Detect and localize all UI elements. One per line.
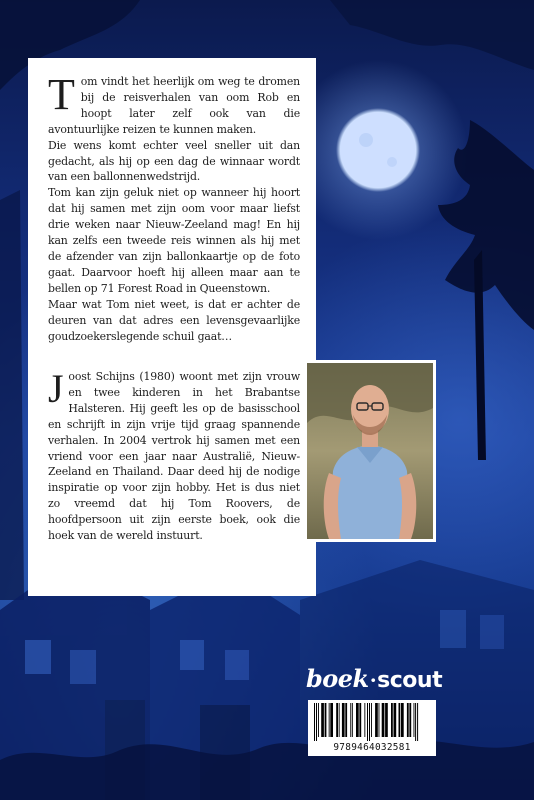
barcode-bar <box>414 703 415 737</box>
author-dropcap: J <box>48 366 64 411</box>
barcode-bar <box>342 703 345 737</box>
barcode-bar <box>329 703 330 737</box>
barcode-bar <box>371 703 372 737</box>
blurb-paragraph: Die wens komt echter veel sneller uit dan gedacht, als hij op een dag de winnaar wordt van een ballonnenwedstrijd. <box>48 138 300 184</box>
barcode-bar <box>367 703 368 741</box>
barcode-bar <box>394 703 397 737</box>
barcode-bar <box>391 703 393 737</box>
moon <box>340 112 416 188</box>
barcode-bar <box>379 703 380 737</box>
barcode-bar <box>339 703 340 737</box>
publisher-logo: boek·scout <box>306 664 443 693</box>
barcode-bar <box>382 703 385 737</box>
barcode-bar <box>350 703 351 737</box>
barcode-bar <box>415 703 416 741</box>
barcode-bar <box>330 703 333 737</box>
barcode-bar <box>407 703 409 737</box>
barcode-bar <box>401 703 404 737</box>
barcode-bar <box>318 703 319 737</box>
barcode-bar <box>321 703 324 737</box>
barcode-bar <box>375 703 378 737</box>
author-portrait <box>307 363 433 539</box>
barcode-bar <box>364 703 365 737</box>
author-bio <box>48 366 300 544</box>
barcode-bar <box>316 703 317 741</box>
blurb-paragraph: Tom kan zijn geluk niet op wanneer hij hoort dat hij samen met zijn oom voor maar liefst drie weken naar Nieuw-Zeeland mag! En hij kan zelfs een tweede reis winnen als hij met de afzender van zijn ballonkaartje op de foto gaat. Daarvoor hoeft hij alleen maar aan te bellen op 71 Forest Road in Queenstown. <box>48 186 300 295</box>
blurb-paragraph: Tom vindt het heerlijk om weg te dromen bij de reisverhalen van oom Rob en hoopt later zelf ook van die avontuurlijke reizen te kunnen maken. <box>48 70 300 136</box>
barcode-bar <box>399 703 401 737</box>
isbn-number: 9789464032581 <box>333 742 411 753</box>
barcode-bar <box>409 703 411 737</box>
blurb-paragraph: Maar wat Tom niet weet, is dat er achter de deuren van dat adres een levensgevaarlijke goudzoekerslegende schuil gaat… <box>48 297 300 343</box>
barcode-bar <box>417 703 418 741</box>
barcode-bar <box>356 703 359 737</box>
barcode-bar <box>325 703 327 737</box>
author-bio-paragraph: Joost Schijns (1980) woont met zijn vrouw en twee kinderen in het Brabantse Halsteren. Hij geeft les op de basisschool en schrijft in zijn vrije tijd graag spannende verhalen. In 2004 vertrok hij samen met een vriend voor een jaar naar Australië, Nieuw-Zeeland en Thailand. Daar deed hij de nodige inspiratie op voor zijn hobby. Het is dus niet zo vreemd dat hij Tom Roovers, de hoofdpersoon uit zijn eerste boek, ook die hoek van de wereld instuurt. <box>48 366 300 543</box>
barcode-bar <box>336 703 338 737</box>
barcode-bar <box>345 703 347 737</box>
barcode-bar <box>369 703 370 741</box>
barcode-bar <box>314 703 315 741</box>
barcode-bar <box>359 703 361 737</box>
barcode-bar <box>385 703 388 737</box>
barcode-bars <box>312 703 432 741</box>
blurb-dropcap: T <box>48 70 75 119</box>
book-blurb <box>48 70 300 344</box>
barcode-bar <box>352 703 353 737</box>
author-photo <box>304 360 436 542</box>
isbn-barcode <box>308 700 436 756</box>
